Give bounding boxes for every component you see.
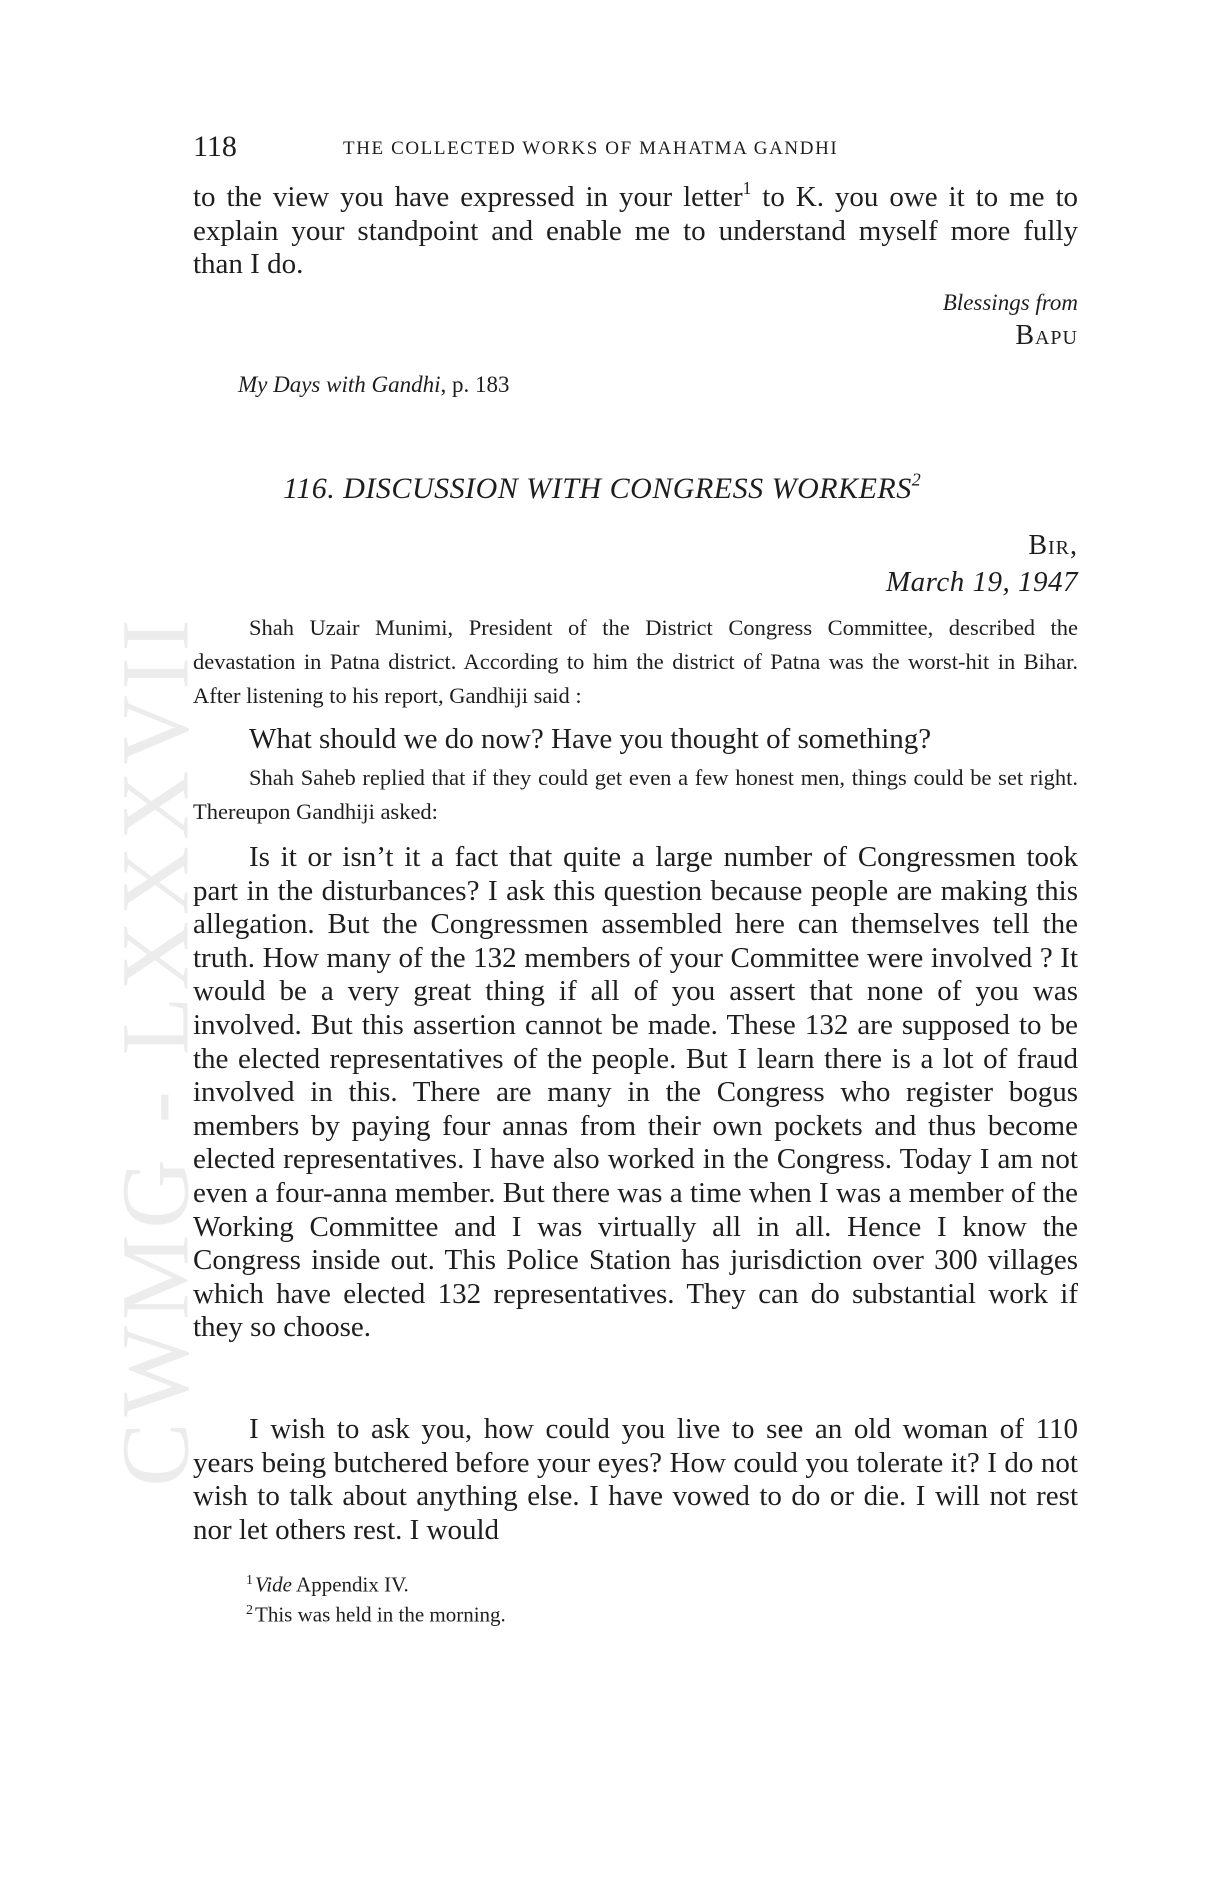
page-number: 118 — [193, 130, 237, 163]
source-title: My Days with Gandhi — [238, 372, 441, 397]
speech-paragraph-1: What should we do now? Have you thought of something? — [249, 723, 932, 755]
letter-signature: Bapu — [1015, 320, 1078, 351]
watermark: CWMG - LXXXVII — [101, 613, 209, 1487]
footnote-ref-2: 2 — [911, 469, 922, 490]
section-heading: 116. DISCUSSION WITH CONGRESS WORKERS$^2$ — [283, 469, 922, 505]
running-title: THE COLLECTED WORKS OF MAHATMA GANDHI — [343, 138, 839, 159]
letter-end-paragraph: to the view you have expressed in your letter$^1$ to K. you owe it to me to explain your standpoint and enable me to understand myself more fully than I do. — [193, 177, 1078, 281]
reply-paragraph: Shah Saheb replied that if they could get even a few honest men, things could be set right. Thereupon Gandhiji asked: — [193, 765, 1078, 824]
running-head — [193, 130, 1078, 170]
intro-paragraph: Shah Uzair Munimi, President of the District Congress Committee, described the devastation in Patna district. According to him the district of Patna was the worst-hit in Bihar. After listening to his report, Gandhiji said : — [193, 615, 1078, 708]
place-line: Bir, — [1028, 530, 1078, 561]
source-page: , p. 183 — [440, 372, 510, 397]
speech-paragraph-2: Is it or isn’t it a fact that quite a large number of Congressmen took part in the disturbances? I ask this question because people are making this allegation. But the Congressmen assembled here can themselves tell the truth. How many of the 132 members of your Committee were involved ? It would be a very great thing if all of you assert that none of you was involved. But this assertion cannot be made. These 132 are supposed to be the elected representatives of the people. But I learn there is a lot of fraud involved in this. There are many in the Congress who register bogus members by paying four annas from their own pockets and thus become elected representatives. I have also worked in the Congress. Today I am not even a four-anna member. But there was a time when I was a member of the Working Committee and I was virtually all in all. Hence I know the Congress inside out. This Police Station has jurisdiction over 300 villages which have elected 132 representatives. They can do substantial work if they so choose. — [193, 841, 1078, 1344]
footnote-ref-1: 1 — [742, 177, 752, 198]
footnote-1: $^1$Vide Appendix IV. — [246, 1572, 409, 1597]
source-citation — [238, 372, 1123, 398]
letter-closing: Blessings from — [942, 290, 1078, 315]
speech-paragraph-3: I wish to ask you, how could you live to see an old woman of 110 years being butchered before your eyes? How could you tolerate it? I do not wish to talk about anything else. I have vowed to do or die. I will not rest nor let others rest. I would — [193, 1413, 1078, 1546]
footnote-2: $^2$This was held in the morning. — [246, 1602, 506, 1627]
date-line: March 19, 1947 — [886, 566, 1078, 598]
